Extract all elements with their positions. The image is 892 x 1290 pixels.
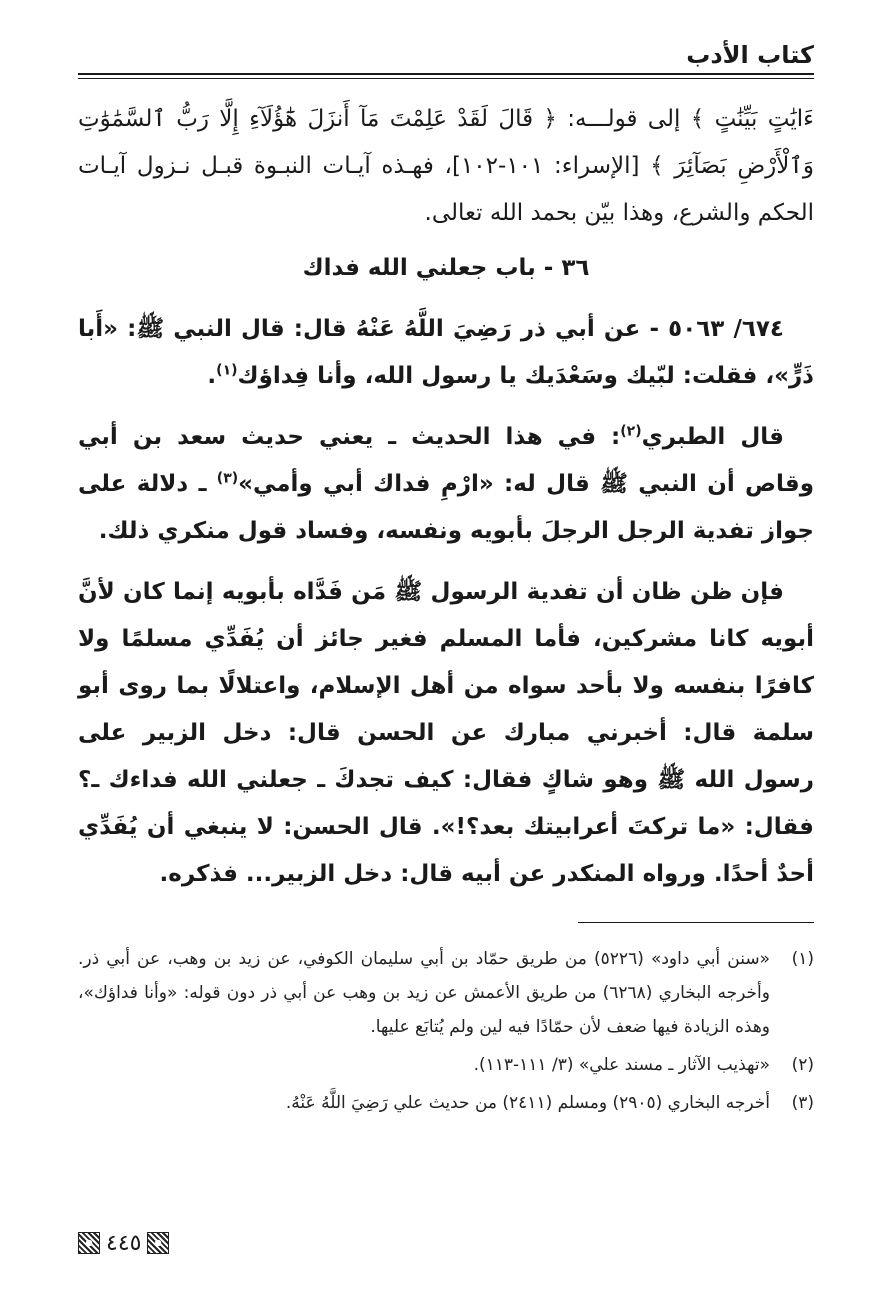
footnote-number: (٢)	[791, 1055, 814, 1075]
main-text	[78, 96, 814, 898]
footnote-text: «تهذيب الآثار ـ مسند علي» (٣/ ١١١-١١٣).	[473, 1055, 770, 1075]
footnote-ref-1: (١)	[216, 362, 238, 379]
objection-paragraph: فإن ظن ظان أن تفدية الرسول ﷺ مَن فَدَّاه بأبويه إنما كان لأنَّ أبويه كانا مشركين، فأما المسلم فغير جائز أن يُفَدِّي مسلمًا ولا كافرًا بنفسه ولا بأحد سواه من أهل الإسلام، واعتلالًا بما روى أبو سلمة قال: أخبرني مبارك عن الحسن قال: دخل الزبير على رسول الله ﷺ وهو شاكٍ فقال: كيف تجدكَ ـ جعلني الله فداءك ـ؟ فقال: «ما تركتَ أعرابيتك بعد؟!». قال الحسن: لا ينبغي أن يُفَدِّي أحدٌ أحدًا. ورواه المنكدر عن أبيه قال: دخل الزبير... فذكره.	[78, 579, 814, 887]
page-number-block	[78, 1228, 169, 1258]
page-number: ٤٤٥	[106, 1230, 142, 1256]
footnote-number: (٣)	[791, 1093, 814, 1113]
footnote-number: (١)	[791, 949, 814, 969]
footnote-1	[78, 942, 814, 1044]
footnote-text: أخرجه البخاري (٢٩٠٥) ومسلم (٢٤١١) من حديث علي رَضِيَ اللَّهُ عَنْهُ.	[285, 1093, 770, 1113]
hadith-paragraph	[78, 306, 814, 400]
verse-connector: ﴾ إلى قولـــه: ﴿	[533, 106, 715, 132]
header-rule-thin	[78, 78, 814, 79]
ornament-icon	[147, 1232, 169, 1254]
footnotes	[78, 942, 814, 1124]
tabari-conclusion: ـ دلالة على جواز تفدية الرجل الرجلَ بأبويه ونفسه، وفساد قول منكري ذلك.	[78, 471, 814, 544]
ornament-icon	[78, 1232, 100, 1254]
footnote-ref-2: (٢)	[620, 423, 642, 440]
footnote-2	[78, 1048, 814, 1082]
verse-commentary: ﴾ [الإسراء: ١٠١-١٠٢]، فهـذه آيـات النبـوة قبـل نـزول آيـات الحكم والشرع، وهذا بيّن بحمد الله تعالى.	[78, 153, 814, 226]
tabari-label: قال الطبري	[641, 424, 784, 450]
tabari-paragraph	[78, 414, 814, 555]
hadith-text: ٦٧٤/ ٥٠٦٣ - عن أبي ذر رَضِيَ اللَّهُ عَنْهُ قال: قال النبي ﷺ: «أَبا ذَرٍّ»، فقلت: لبّيك وسَعْدَيك يا رسول الله، وأنا فِداؤك	[78, 316, 814, 389]
hadith-end: .	[207, 363, 217, 389]
chapter-heading: ٣٦ - باب جعلني الله فداك	[302, 255, 590, 281]
tabari-text: : في هذا الحديث ـ يعني حديث سعد بن أبي وقاص أن النبي ﷺ قال له: «ارْمِ فداك أبي وأمي»	[78, 424, 814, 497]
footnote-separator	[578, 922, 814, 923]
paragraph-verse	[78, 96, 814, 237]
footnote-ref-3: (٣)	[216, 470, 239, 487]
running-header: كتاب الأدب	[686, 41, 814, 69]
footnote-3	[78, 1086, 814, 1120]
header-rule-thick	[78, 73, 814, 75]
quran-fragment-start: ءَايَٰتٍ بَيِّنَٰتٍ	[714, 106, 814, 132]
footnote-text: «سنن أبي داود» (٥٢٢٦) من طريق حمّاد بن أبي سليمان الكوفي، عن زيد بن وهب، عن أبي ذر. وأخرجه البخاري (٦٢٦٨) من طريق الأعمش عن زيد بن وهب عن أبي ذر دون قوله: «وأنا فداؤك»، وهذه الزيادة فيها ضعف لأن حمّادًا فيه لين ولم يُتابَع عليها.	[78, 949, 770, 1037]
quran-verse: قَالَ لَقَدْ عَلِمْتَ مَآ أَنزَلَ هَٰٓؤُلَآءِ إِلَّا رَبُّ ٱلسَّمَٰوَٰتِ وَٱلْأَرْضِ بَصَآئِرَ	[78, 106, 814, 179]
